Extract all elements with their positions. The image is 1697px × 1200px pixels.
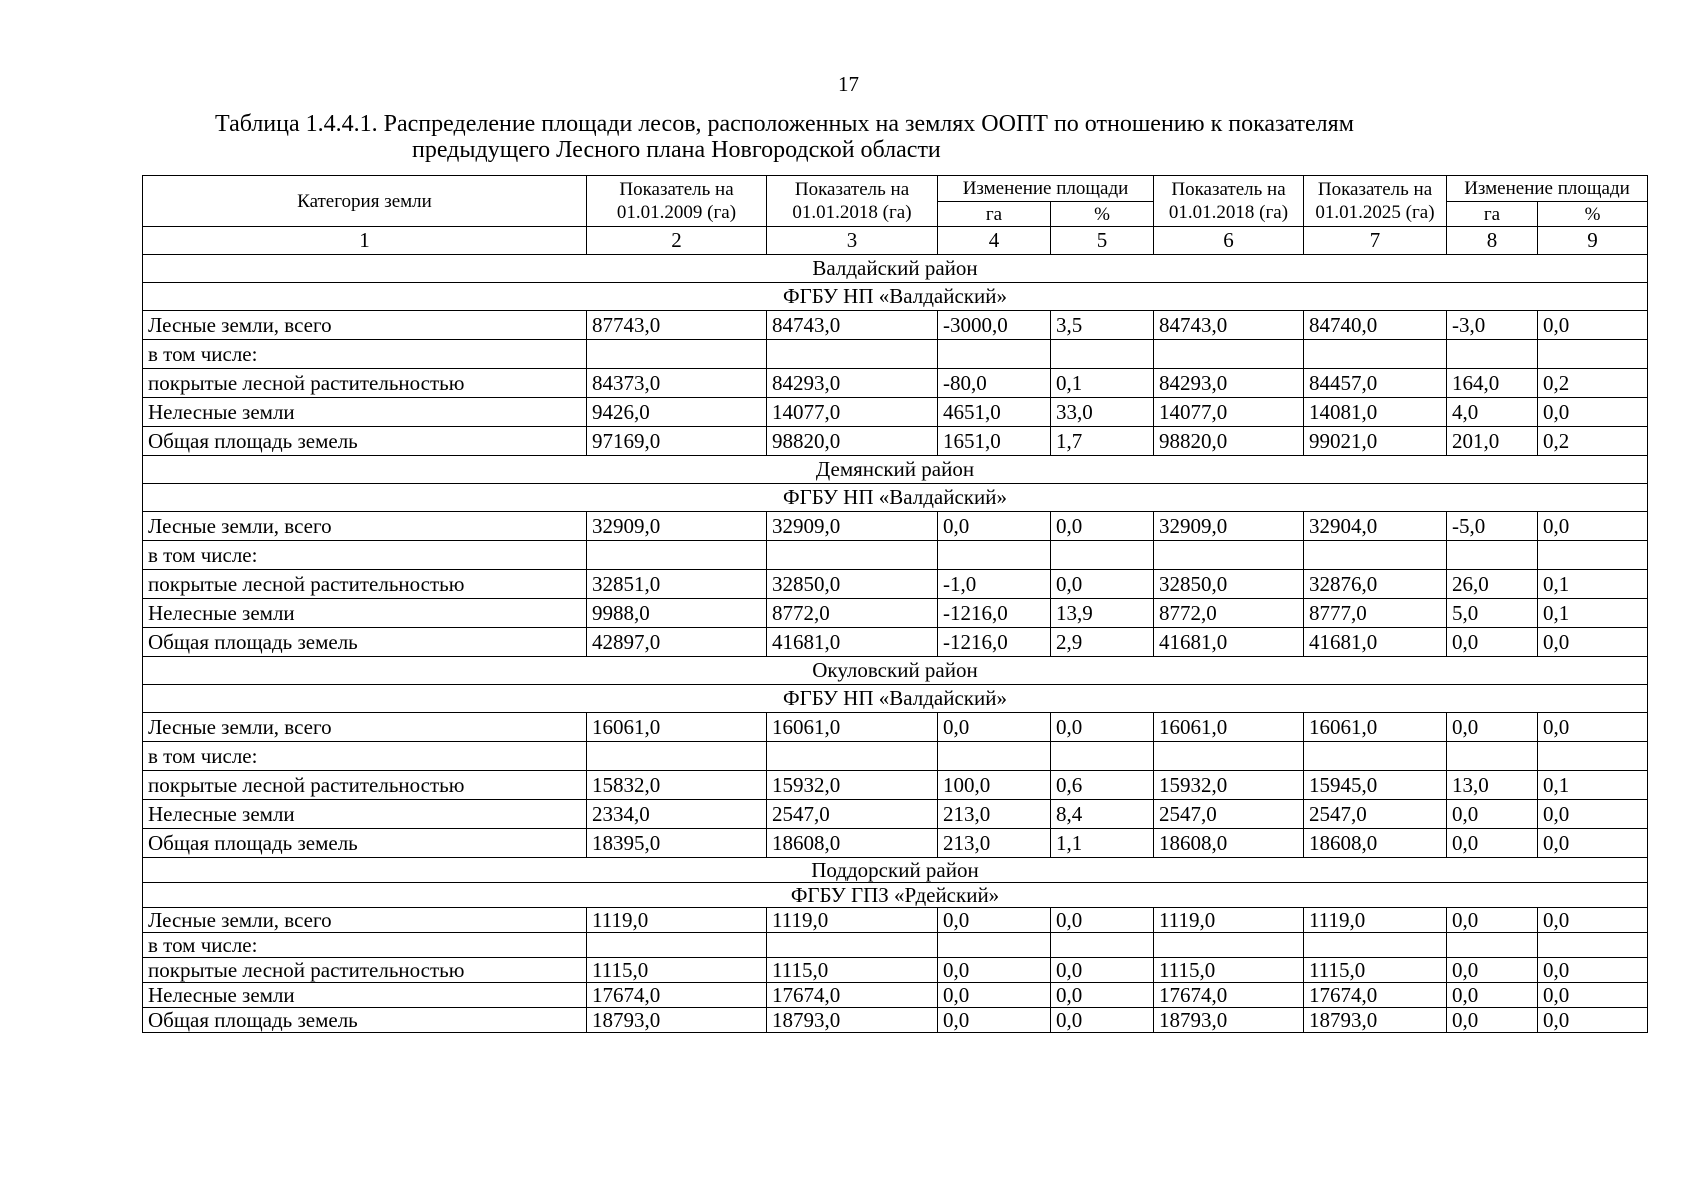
district-name: Демянский район — [143, 456, 1648, 484]
table-cell: 0,0 — [1447, 908, 1538, 933]
table-cell: 13,9 — [1051, 599, 1154, 628]
header-pct: % — [1051, 202, 1154, 227]
table-cell: 0,0 — [938, 958, 1051, 983]
row-category: Нелесные земли — [143, 983, 587, 1008]
table-cell: 0,2 — [1538, 427, 1648, 456]
table-cell: 8772,0 — [1154, 599, 1304, 628]
table-cell: 1651,0 — [938, 427, 1051, 456]
table-cell: -80,0 — [938, 369, 1051, 398]
table-cell — [767, 541, 938, 570]
table-row — [143, 983, 1648, 1008]
table-row — [143, 958, 1648, 983]
row-category: Нелесные земли — [143, 599, 587, 628]
column-number-row — [143, 227, 1648, 255]
table-cell: 14077,0 — [1154, 398, 1304, 427]
table-cell: 15932,0 — [767, 771, 938, 800]
table-cell: 0,0 — [1447, 800, 1538, 829]
table-cell — [1304, 541, 1447, 570]
table-cell: 97169,0 — [587, 427, 767, 456]
column-number: 4 — [938, 227, 1051, 255]
table-cell: 0,0 — [1538, 628, 1648, 657]
table-cell: 1119,0 — [1304, 908, 1447, 933]
row-category: покрытые лесной растительностью — [143, 369, 587, 398]
table-row — [143, 829, 1648, 858]
table-row — [143, 1008, 1648, 1033]
header-value-2018: Показатель на 01.01.2018 (га) — [767, 176, 938, 227]
table-cell: -1216,0 — [938, 599, 1051, 628]
table-cell — [1154, 541, 1304, 570]
row-category: Лесные земли, всего — [143, 311, 587, 340]
header-value-2009: Показатель на 01.01.2009 (га) — [587, 176, 767, 227]
row-category: Лесные земли, всего — [143, 908, 587, 933]
table-cell: -3,0 — [1447, 311, 1538, 340]
header-change-area-2: Изменение площади — [1447, 176, 1648, 202]
organization-name: ФГБУ НП «Валдайский» — [143, 283, 1648, 311]
table-cell: 16061,0 — [1154, 713, 1304, 742]
row-category: Лесные земли, всего — [143, 713, 587, 742]
district-name: Поддорский район — [143, 858, 1648, 883]
table-cell: 17674,0 — [767, 983, 938, 1008]
organization-row — [143, 883, 1648, 908]
table-cell — [1154, 933, 1304, 958]
header-ha-2: га — [1447, 202, 1538, 227]
table-row — [143, 541, 1648, 570]
table-row — [143, 369, 1648, 398]
header-category: Категория земли — [143, 176, 587, 227]
organization-name: ФГБУ ГПЗ «Рдейский» — [143, 883, 1648, 908]
table-row — [143, 800, 1648, 829]
table-cell: 14077,0 — [767, 398, 938, 427]
table-cell — [1538, 933, 1648, 958]
table-cell: 26,0 — [1447, 570, 1538, 599]
table-cell — [767, 933, 938, 958]
table-row — [143, 427, 1648, 456]
table-cell: 1119,0 — [767, 908, 938, 933]
table-cell: 0,0 — [1051, 512, 1154, 541]
table-cell — [1538, 742, 1648, 771]
table-cell: 16061,0 — [587, 713, 767, 742]
table-cell: 0,0 — [1538, 800, 1648, 829]
organization-row — [143, 283, 1648, 311]
table-cell: 0,0 — [938, 713, 1051, 742]
row-category: Общая площадь земель — [143, 427, 587, 456]
table-cell — [938, 340, 1051, 369]
table-header — [143, 176, 1648, 227]
table-cell: 1115,0 — [1154, 958, 1304, 983]
table-cell: 16061,0 — [1304, 713, 1447, 742]
row-category: в том числе: — [143, 541, 587, 570]
table-cell: 84293,0 — [1154, 369, 1304, 398]
table-cell: 0,0 — [1051, 1008, 1154, 1033]
table-cell — [1051, 340, 1154, 369]
table-cell — [1447, 340, 1538, 369]
table-cell: 0,0 — [1447, 983, 1538, 1008]
organization-row — [143, 685, 1648, 713]
row-category: Общая площадь земель — [143, 1008, 587, 1033]
table-cell: 0,0 — [1538, 1008, 1648, 1033]
table-cell: 9426,0 — [587, 398, 767, 427]
table-cell: 2334,0 — [587, 800, 767, 829]
table-cell: 41681,0 — [1154, 628, 1304, 657]
header-value-2018-b: Показатель на 01.01.2018 (га) — [1154, 176, 1304, 227]
table-cell: 2547,0 — [1154, 800, 1304, 829]
header-pct-2: % — [1538, 202, 1648, 227]
table-cell: 32850,0 — [767, 570, 938, 599]
table-cell: 99021,0 — [1304, 427, 1447, 456]
table-cell — [1051, 933, 1154, 958]
row-category: в том числе: — [143, 933, 587, 958]
table-cell — [587, 541, 767, 570]
table-cell: 0,0 — [1447, 1008, 1538, 1033]
table-cell: 17674,0 — [1304, 983, 1447, 1008]
table-cell: 84457,0 — [1304, 369, 1447, 398]
table-row — [143, 340, 1648, 369]
table-cell: 0,0 — [1538, 713, 1648, 742]
table-title-line-2: предыдущего Лесного плана Новгородской области — [412, 137, 941, 163]
column-number: 3 — [767, 227, 938, 255]
district-row — [143, 255, 1648, 283]
row-category: Нелесные земли — [143, 398, 587, 427]
row-category: Лесные земли, всего — [143, 512, 587, 541]
table-cell: 14081,0 — [1304, 398, 1447, 427]
table-cell: 0,6 — [1051, 771, 1154, 800]
table-cell — [587, 340, 767, 369]
table-cell: -5,0 — [1447, 512, 1538, 541]
table-cell: 84293,0 — [767, 369, 938, 398]
table-title-line-1: Таблица 1.4.4.1. Распределение площади лесов, расположенных на землях ООПТ по отношению к показателям — [215, 111, 1354, 137]
table-cell: 1115,0 — [587, 958, 767, 983]
header-change-area: Изменение площади — [938, 176, 1154, 202]
table-cell: 15945,0 — [1304, 771, 1447, 800]
table-row — [143, 599, 1648, 628]
table-cell: 0,0 — [938, 983, 1051, 1008]
table-cell: 0,0 — [1051, 908, 1154, 933]
table-row — [143, 570, 1648, 599]
table-row — [143, 713, 1648, 742]
row-category: Общая площадь земель — [143, 829, 587, 858]
table-cell: 0,0 — [938, 1008, 1051, 1033]
table-cell: 32904,0 — [1304, 512, 1447, 541]
table-cell — [1154, 340, 1304, 369]
table-cell: 17674,0 — [1154, 983, 1304, 1008]
table-cell — [1447, 933, 1538, 958]
table-cell: -1216,0 — [938, 628, 1051, 657]
table-cell: 2,9 — [1051, 628, 1154, 657]
table-cell: 41681,0 — [767, 628, 938, 657]
table-row — [143, 771, 1648, 800]
table-cell: 18793,0 — [767, 1008, 938, 1033]
table-cell: 0,0 — [1538, 311, 1648, 340]
table-cell: 41681,0 — [1304, 628, 1447, 657]
table-cell: 32876,0 — [1304, 570, 1447, 599]
table-title — [215, 111, 1635, 163]
table-row — [143, 512, 1648, 541]
row-category: покрытые лесной растительностью — [143, 958, 587, 983]
table-cell — [1538, 340, 1648, 369]
column-number: 9 — [1538, 227, 1648, 255]
table-cell: 0,0 — [1447, 628, 1538, 657]
table-cell: 0,0 — [1538, 512, 1648, 541]
row-category: Нелесные земли — [143, 800, 587, 829]
table-cell: 33,0 — [1051, 398, 1154, 427]
district-row — [143, 456, 1648, 484]
table-cell: 42897,0 — [587, 628, 767, 657]
table-cell — [1304, 742, 1447, 771]
district-row — [143, 858, 1648, 883]
table-cell: 98820,0 — [767, 427, 938, 456]
table-cell: 98820,0 — [1154, 427, 1304, 456]
table-cell — [1447, 541, 1538, 570]
table-cell: 32909,0 — [1154, 512, 1304, 541]
table-cell: 32909,0 — [767, 512, 938, 541]
table-cell: 1119,0 — [1154, 908, 1304, 933]
table-row — [143, 742, 1648, 771]
table-cell: 0,0 — [1051, 713, 1154, 742]
table-cell: 0,0 — [1538, 908, 1648, 933]
table-cell: 2547,0 — [1304, 800, 1447, 829]
table-cell: 1119,0 — [587, 908, 767, 933]
district-name: Окуловский район — [143, 657, 1648, 685]
table-cell: 15832,0 — [587, 771, 767, 800]
table-cell — [1304, 340, 1447, 369]
table-cell: 18793,0 — [1154, 1008, 1304, 1033]
table-cell: 32851,0 — [587, 570, 767, 599]
district-name: Валдайский район — [143, 255, 1648, 283]
row-category: Общая площадь земель — [143, 628, 587, 657]
table-row — [143, 628, 1648, 657]
table-cell: 17674,0 — [587, 983, 767, 1008]
table-cell: 84743,0 — [767, 311, 938, 340]
table-cell — [1538, 541, 1648, 570]
table-cell: 84373,0 — [587, 369, 767, 398]
table-cell: 0,0 — [1447, 829, 1538, 858]
header-value-2025: Показатель на 01.01.2025 (га) — [1304, 176, 1447, 227]
table-cell — [938, 933, 1051, 958]
table-cell: 32850,0 — [1154, 570, 1304, 599]
column-number: 7 — [1304, 227, 1447, 255]
table-cell: 1115,0 — [1304, 958, 1447, 983]
column-number: 1 — [143, 227, 587, 255]
column-number: 5 — [1051, 227, 1154, 255]
table-cell: 18608,0 — [1304, 829, 1447, 858]
table-row — [143, 933, 1648, 958]
table-row — [143, 398, 1648, 427]
table-cell: 0,0 — [1051, 570, 1154, 599]
table-cell: 0,1 — [1051, 369, 1154, 398]
table-cell: 1,1 — [1051, 829, 1154, 858]
table-cell — [1051, 742, 1154, 771]
organization-name: ФГБУ НП «Валдайский» — [143, 484, 1648, 512]
table-cell — [587, 742, 767, 771]
table-cell: 213,0 — [938, 829, 1051, 858]
header-ha: га — [938, 202, 1051, 227]
table-cell: 0,0 — [1051, 983, 1154, 1008]
table-cell: 164,0 — [1447, 369, 1538, 398]
table-cell: 15932,0 — [1154, 771, 1304, 800]
table-cell — [938, 541, 1051, 570]
table-body — [143, 227, 1648, 1033]
table-cell: 84740,0 — [1304, 311, 1447, 340]
table-cell — [1154, 742, 1304, 771]
table-cell — [587, 933, 767, 958]
table-row — [143, 311, 1648, 340]
forest-area-table — [142, 175, 1648, 1033]
column-number: 8 — [1447, 227, 1538, 255]
table-cell: -1,0 — [938, 570, 1051, 599]
table-cell: 4,0 — [1447, 398, 1538, 427]
table-cell: 8772,0 — [767, 599, 938, 628]
table-cell: 0,2 — [1538, 369, 1648, 398]
table-cell — [767, 742, 938, 771]
page-number: 17 — [838, 72, 859, 96]
table-cell: 0,0 — [938, 908, 1051, 933]
table-cell: 87743,0 — [587, 311, 767, 340]
table-cell: 0,0 — [1538, 958, 1648, 983]
table-cell: 13,0 — [1447, 771, 1538, 800]
table-cell: 9988,0 — [587, 599, 767, 628]
table-cell — [1304, 933, 1447, 958]
table-cell: 0,1 — [1538, 599, 1648, 628]
table-cell: 8777,0 — [1304, 599, 1447, 628]
table-cell: 18793,0 — [587, 1008, 767, 1033]
table-cell — [767, 340, 938, 369]
column-number: 2 — [587, 227, 767, 255]
table-cell: 18793,0 — [1304, 1008, 1447, 1033]
table-cell: 0,1 — [1538, 570, 1648, 599]
column-number: 6 — [1154, 227, 1304, 255]
table-cell: 0,0 — [1051, 958, 1154, 983]
row-category: в том числе: — [143, 742, 587, 771]
organization-row — [143, 484, 1648, 512]
table-cell: 4651,0 — [938, 398, 1051, 427]
table-cell: 201,0 — [1447, 427, 1538, 456]
table-cell: 213,0 — [938, 800, 1051, 829]
table-cell — [1051, 541, 1154, 570]
table-cell: 0,0 — [1447, 713, 1538, 742]
district-row — [143, 657, 1648, 685]
row-category: покрытые лесной растительностью — [143, 570, 587, 599]
table-cell: 2547,0 — [767, 800, 938, 829]
table-cell: 32909,0 — [587, 512, 767, 541]
table-cell — [1447, 742, 1538, 771]
row-category: в том числе: — [143, 340, 587, 369]
table-cell: 16061,0 — [767, 713, 938, 742]
table-cell: 100,0 — [938, 771, 1051, 800]
table-cell: 1,7 — [1051, 427, 1154, 456]
table-cell: 0,0 — [1538, 398, 1648, 427]
table-cell: 84743,0 — [1154, 311, 1304, 340]
table-cell: 0,0 — [1538, 829, 1648, 858]
table-cell: 1115,0 — [767, 958, 938, 983]
table-cell: 0,1 — [1538, 771, 1648, 800]
table-cell — [938, 742, 1051, 771]
table-cell: -3000,0 — [938, 311, 1051, 340]
table-cell: 5,0 — [1447, 599, 1538, 628]
row-category: покрытые лесной растительностью — [143, 771, 587, 800]
table-cell: 18395,0 — [587, 829, 767, 858]
table-cell: 18608,0 — [767, 829, 938, 858]
table-cell: 0,0 — [1538, 983, 1648, 1008]
table-row — [143, 908, 1648, 933]
table-cell: 8,4 — [1051, 800, 1154, 829]
organization-name: ФГБУ НП «Валдайский» — [143, 685, 1648, 713]
table-cell: 3,5 — [1051, 311, 1154, 340]
table-cell: 0,0 — [1447, 958, 1538, 983]
table-cell: 18608,0 — [1154, 829, 1304, 858]
table-cell: 0,0 — [938, 512, 1051, 541]
